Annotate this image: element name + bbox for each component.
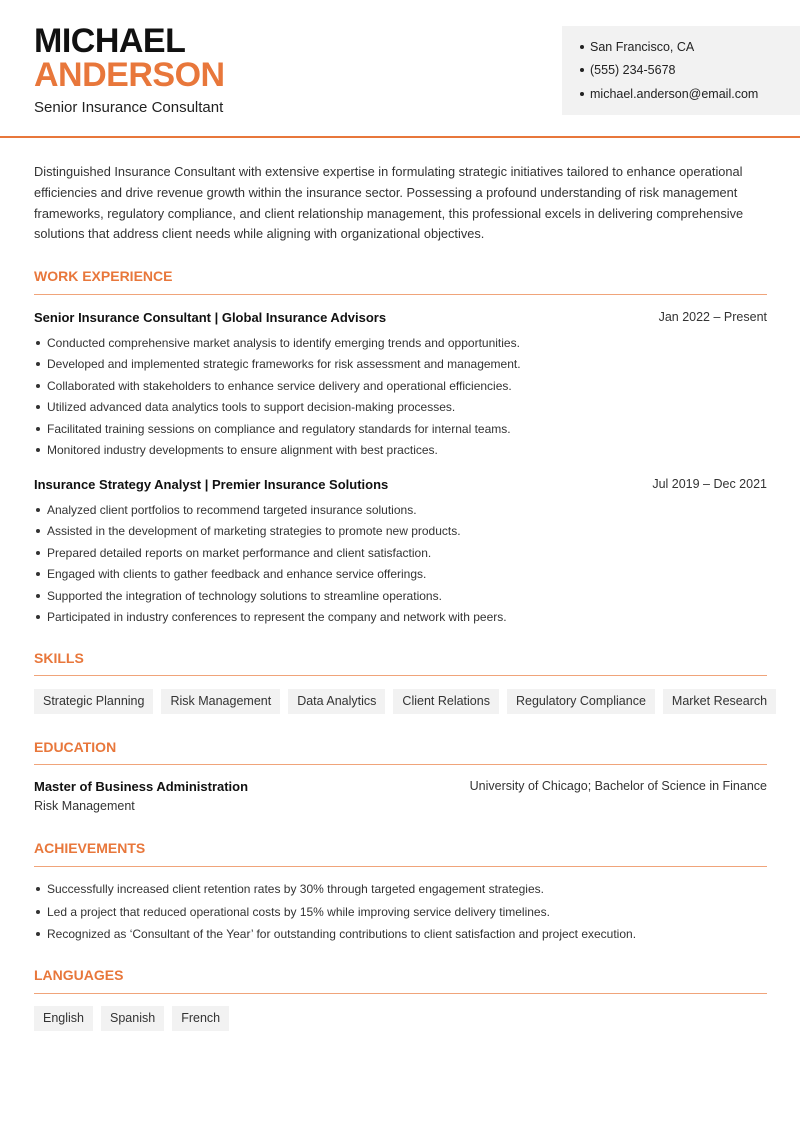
language-chip: Spanish bbox=[101, 1006, 164, 1031]
languages-list bbox=[34, 1006, 229, 1031]
job-date: Jul 2019 – Dec 2021 bbox=[652, 477, 767, 491]
list-item: Facilitated training sessions on compliance and regulatory standards for internal teams. bbox=[34, 421, 767, 442]
contact-location bbox=[580, 35, 800, 59]
job-role: Senior Insurance Consultant | Global Insurance Advisors bbox=[34, 310, 387, 325]
section-divider bbox=[34, 866, 767, 867]
section-divider bbox=[34, 294, 767, 295]
contact-phone-text: (555) 234-5678 bbox=[590, 63, 676, 78]
contact-email-text: michael.anderson@email.com bbox=[590, 86, 759, 101]
summary: Distinguished Insurance Consultant with extensive expertise in formulating strategic initiatives tailored to enhance operational efficiencies and drive revenue growth within the insurance sector. Possessing a profound understanding of risk management frameworks, regulatory compliance, and client relationship management, this professional excels in delivering comprehensive solutions that address client needs while aligning with organizational objectives. bbox=[34, 164, 744, 242]
work-experience-heading: WORK EXPERIENCE bbox=[34, 268, 173, 284]
list-item: Led a project that reduced operational costs by 15% while improving service delivery timelines. bbox=[34, 904, 767, 927]
list-item: Prepared detailed reports on market performance and client satisfaction. bbox=[34, 545, 767, 566]
last-name: ANDERSON bbox=[34, 56, 225, 94]
list-item: Analyzed client portfolios to recommend targeted insurance solutions. bbox=[34, 502, 767, 523]
list-item: Monitored industry developments to ensure alignment with best practices. bbox=[34, 442, 767, 463]
skill-chip: Risk Management bbox=[161, 689, 280, 714]
list-item: Collaborated with stakeholders to enhance service delivery and operational efficiencies. bbox=[34, 378, 767, 399]
education-heading: EDUCATION bbox=[34, 739, 117, 755]
job-title: Senior Insurance Consultant bbox=[34, 99, 224, 116]
skill-chip: Data Analytics bbox=[288, 689, 385, 714]
education-header bbox=[34, 779, 767, 794]
achievements-list bbox=[34, 881, 767, 949]
bullet-icon bbox=[580, 68, 584, 72]
skills-list bbox=[34, 689, 776, 714]
job-header bbox=[34, 477, 767, 492]
job-header bbox=[34, 310, 767, 325]
contact-email bbox=[580, 82, 800, 106]
list-item: Supported the integration of technology solutions to streamline operations. bbox=[34, 588, 767, 609]
education-detail: Risk Management bbox=[34, 799, 135, 813]
bullet-icon bbox=[580, 45, 584, 49]
contact-box bbox=[562, 26, 800, 115]
achievements-heading: ACHIEVEMENTS bbox=[34, 840, 146, 856]
list-item: Participated in industry conferences to represent the company and network with peers. bbox=[34, 609, 767, 630]
bullet-icon bbox=[580, 92, 584, 96]
section-divider bbox=[34, 993, 767, 994]
skill-chip: Market Research bbox=[663, 689, 776, 714]
contact-phone bbox=[580, 59, 800, 83]
skill-chip: Client Relations bbox=[393, 689, 499, 714]
list-item: Assisted in the development of marketing strategies to promote new products. bbox=[34, 523, 767, 544]
list-item: Utilized advanced data analytics tools to support decision-making processes. bbox=[34, 399, 767, 420]
list-item: Developed and implemented strategic frameworks for risk assessment and management. bbox=[34, 356, 767, 377]
job-bullets bbox=[34, 335, 767, 463]
language-chip: French bbox=[172, 1006, 229, 1031]
skill-chip: Regulatory Compliance bbox=[507, 689, 655, 714]
languages-heading: LANGUAGES bbox=[34, 967, 124, 983]
job-bullets bbox=[34, 502, 767, 630]
list-item: Recognized as ‘Consultant of the Year’ for outstanding contributions to client satisfaction and project execution. bbox=[34, 926, 767, 949]
skill-chip: Strategic Planning bbox=[34, 689, 153, 714]
degree: Master of Business Administration bbox=[34, 779, 249, 794]
language-chip: English bbox=[34, 1006, 93, 1031]
section-divider bbox=[34, 764, 767, 765]
job-role: Insurance Strategy Analyst | Premier Insurance Solutions bbox=[34, 477, 389, 492]
school: University of Chicago; Bachelor of Science in Finance bbox=[469, 779, 767, 793]
candidate-name bbox=[34, 24, 225, 92]
job-date: Jan 2022 – Present bbox=[658, 310, 767, 324]
list-item: Conducted comprehensive market analysis to identify emerging trends and opportunities. bbox=[34, 335, 767, 356]
list-item: Successfully increased client retention rates by 30% through targeted engagement strategies. bbox=[34, 881, 767, 904]
contact-location-text: San Francisco, CA bbox=[590, 39, 695, 54]
resume-header bbox=[0, 0, 800, 138]
section-divider bbox=[34, 675, 767, 676]
skills-heading: SKILLS bbox=[34, 650, 84, 666]
list-item: Engaged with clients to gather feedback and enhance service offerings. bbox=[34, 566, 767, 587]
first-name: MICHAEL bbox=[34, 22, 186, 60]
